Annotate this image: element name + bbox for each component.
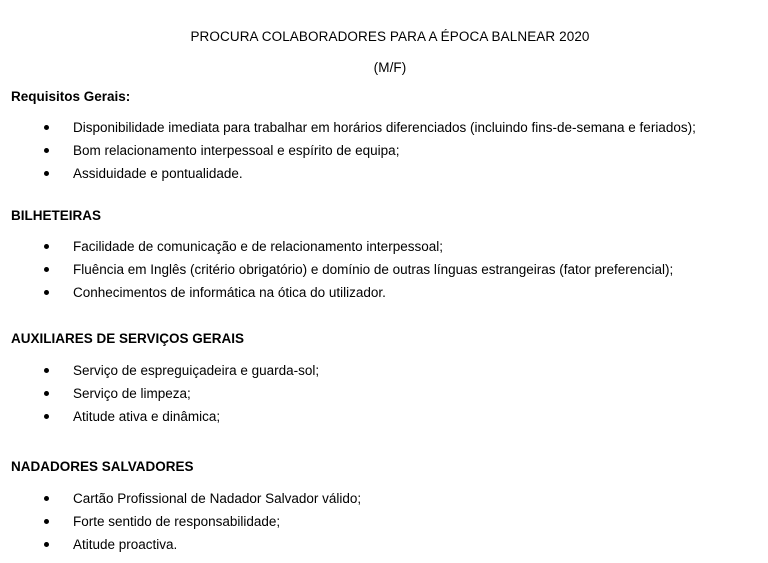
section-heading-nadadores: NADADORES SALVADORES <box>11 459 194 474</box>
bullet-icon <box>44 171 49 176</box>
list-item-text: Cartão Profissional de Nadador Salvador válido; <box>73 491 362 506</box>
bullet-icon <box>44 267 49 272</box>
list-item-text: Serviço de espreguiçadeira e guarda-sol; <box>73 363 320 378</box>
list-item-text: Atitude ativa e dinâmica; <box>73 409 221 424</box>
list-item-text: Fluência em Inglês (critério obrigatório) e domínio de outras línguas estrangeiras (fator preferencial); <box>73 262 674 277</box>
section-heading-bilheteiras: BILHETEIRAS <box>11 208 102 223</box>
bullet-icon <box>44 290 49 295</box>
document-subtitle: (M/F) <box>373 60 407 75</box>
list-item-text: Atitude proactiva. <box>73 537 178 552</box>
bullet-icon <box>44 542 49 547</box>
list-item-text: Conhecimentos de informática na ótica do utilizador. <box>73 285 386 300</box>
bullet-icon <box>44 368 49 373</box>
section-heading-requisitos: Requisitos Gerais: <box>11 89 131 104</box>
document-title: PROCURA COLABORADORES PARA A ÉPOCA BALNEAR 2020 <box>190 29 590 44</box>
bullet-icon <box>44 414 49 419</box>
list-item-text: Bom relacionamento interpessoal e espírito de equipa; <box>73 143 400 158</box>
bullet-icon <box>44 148 49 153</box>
list-item-text: Serviço de limpeza; <box>73 386 191 401</box>
list-item-text: Facilidade de comunicação e de relacionamento interpessoal; <box>73 239 443 254</box>
section-heading-auxiliares: AUXILIARES DE SERVIÇOS GERAIS <box>11 331 245 346</box>
bullet-icon <box>44 496 49 501</box>
list-item-text: Forte sentido de responsabilidade; <box>73 514 281 529</box>
list-item-text: Disponibilidade imediata para trabalhar em horários diferenciados (incluindo fins-de-semana e feriados); <box>73 120 696 135</box>
bullet-icon <box>44 391 49 396</box>
bullet-icon <box>44 244 49 249</box>
bullet-icon <box>44 519 49 524</box>
list-item-text: Assiduidade e pontualidade. <box>73 166 243 181</box>
bullet-icon <box>44 125 49 130</box>
